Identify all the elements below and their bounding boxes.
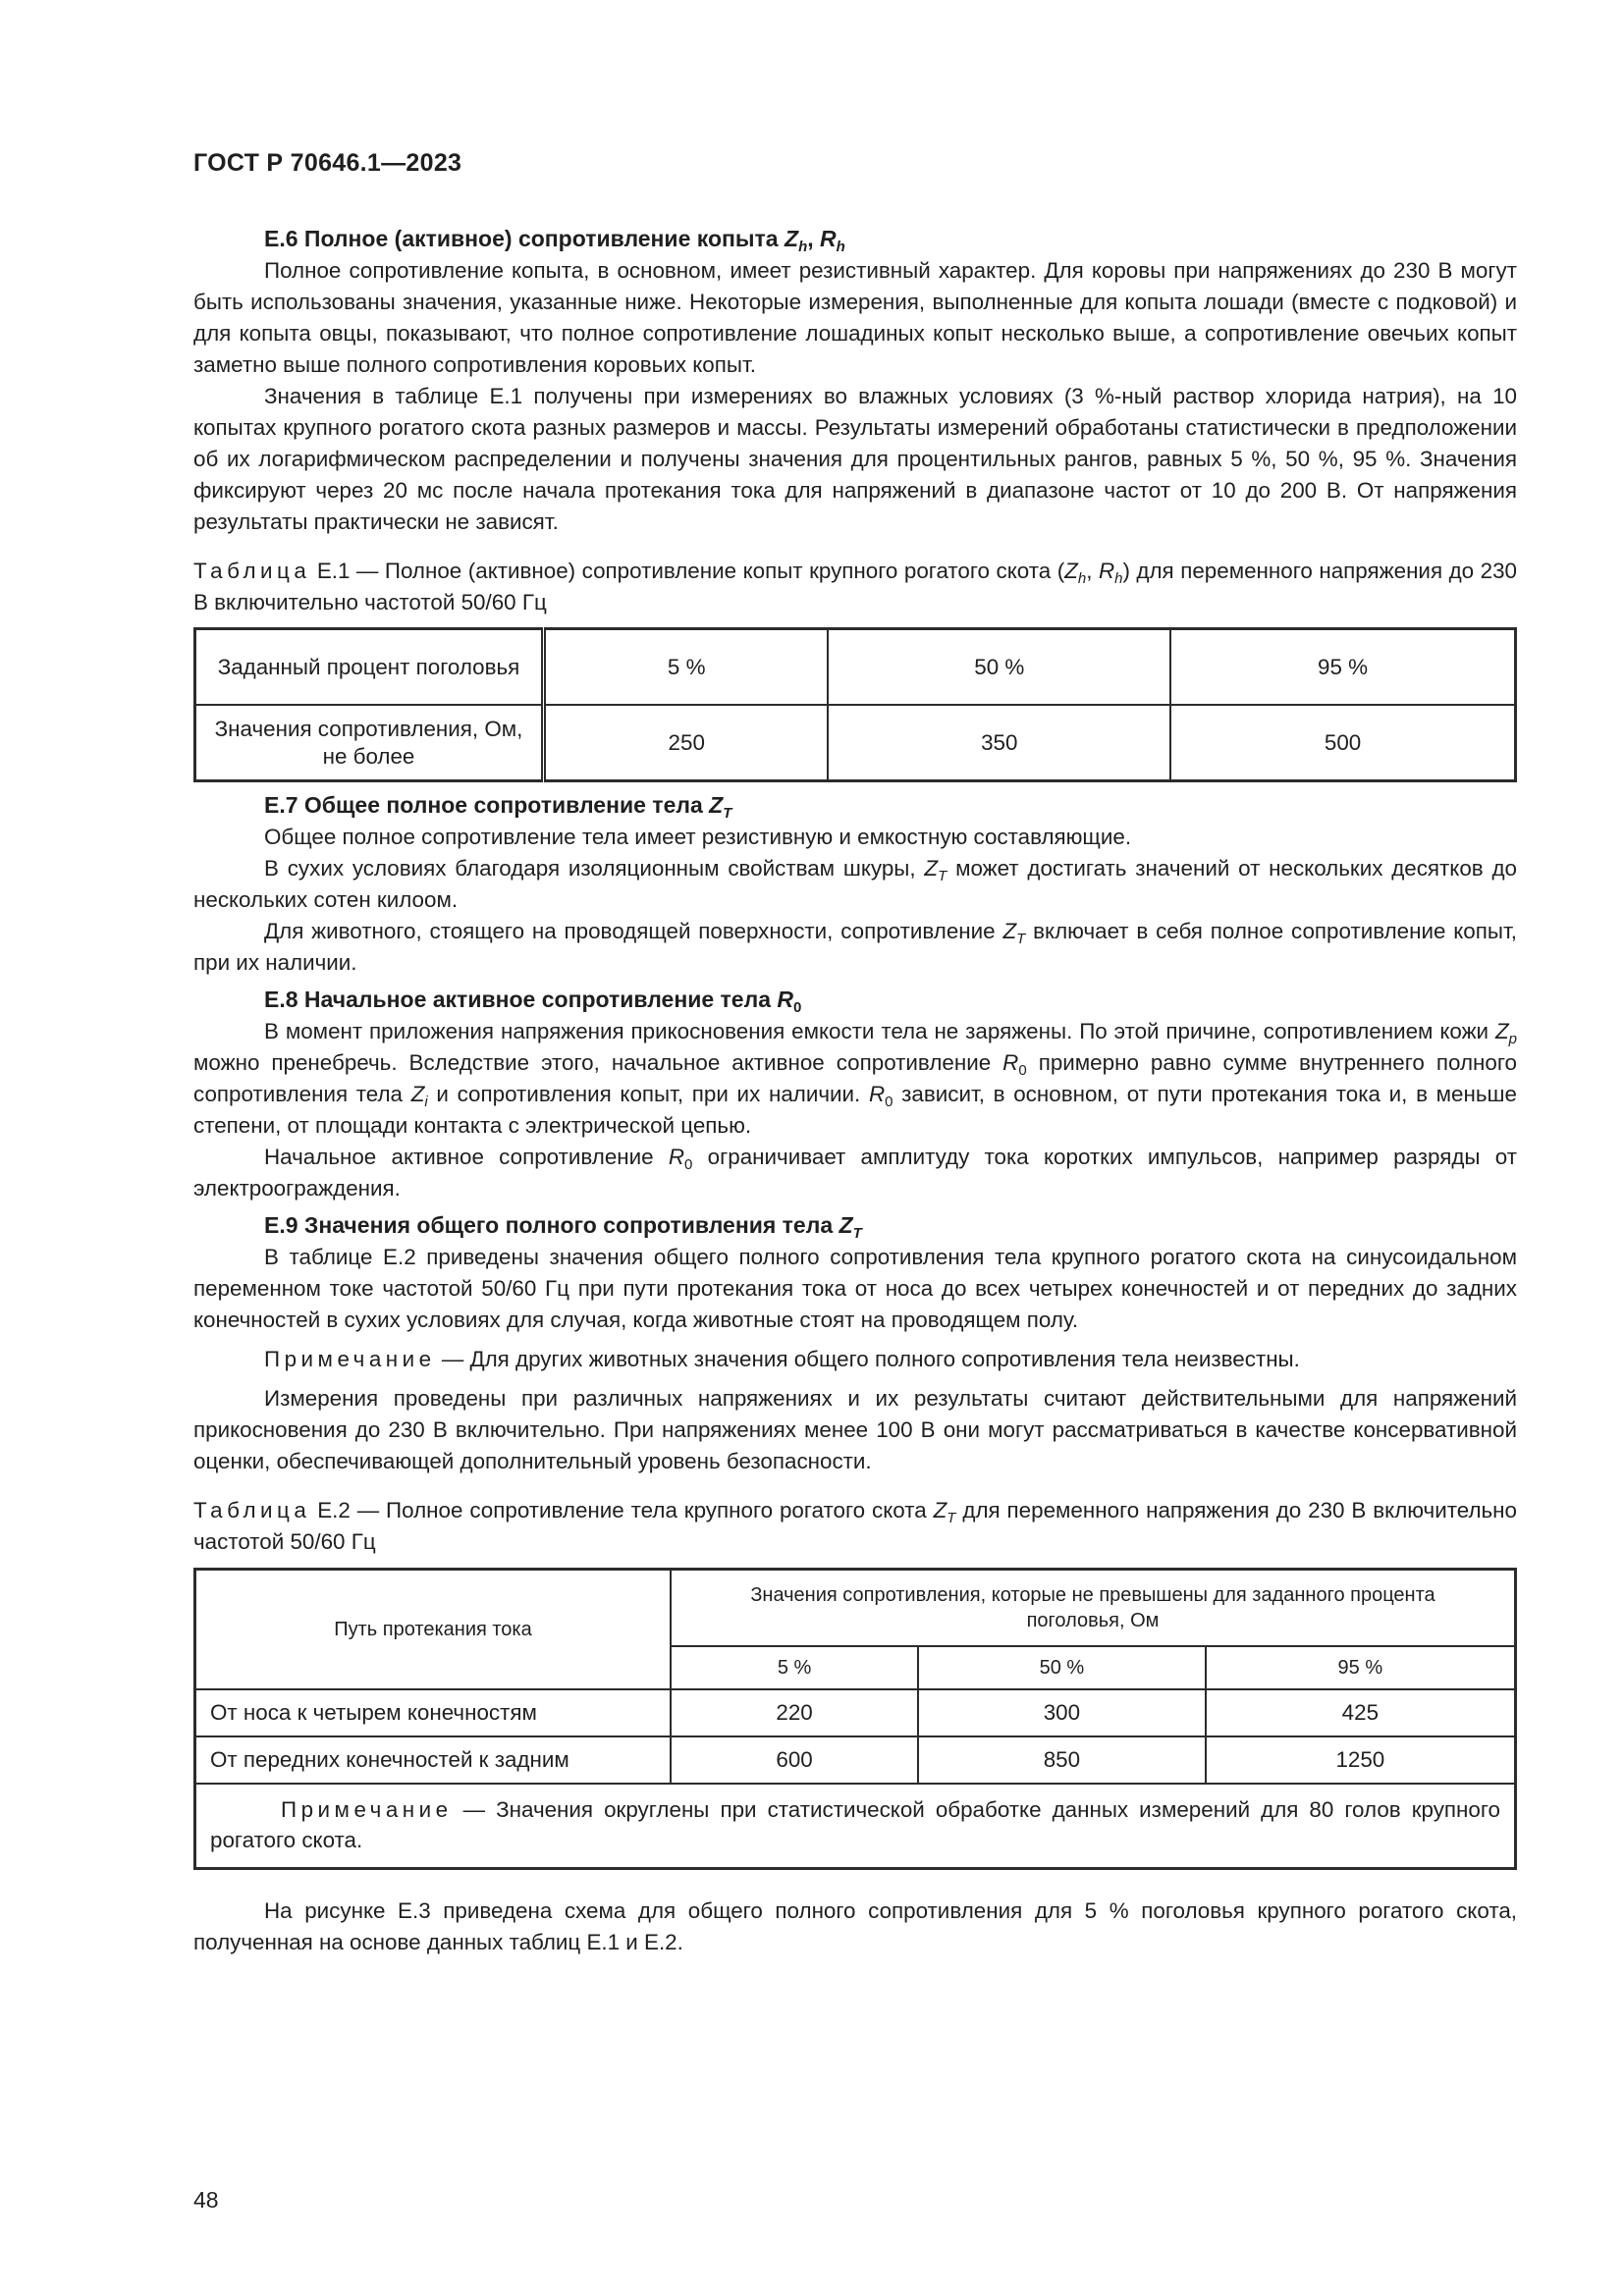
table1-cell: 50 % xyxy=(828,629,1170,706)
section-e7-paragraph-2: В сухих условиях благодаря изоляционным свойствам шкуры, $Z_T$ может достигать значений от нескольких десятков до нескольких сотен килоом. xyxy=(193,856,1517,912)
table2-cell: 600 xyxy=(671,1736,918,1784)
table2-note-row xyxy=(195,1784,1516,1869)
section-e8-heading: Е.8 Начальное активное сопротивление тела $R_0$ xyxy=(264,987,802,1016)
section-e7-paragraph-1: Общее полное сопротивление тела имеет резистивную и емкостную составляющие. xyxy=(264,825,1132,849)
section-e9-paragraph-1: В таблице Е.2 приведены значения общего полного сопротивления тела крупного рогатого скота на синусоидальном переменном токе частотой 50/60 Гц при пути протекания тока от носа до всех четырех конечностей и от передних до задних конечностей в сухих условиях для случая, когда животные стоят на проводящем полу. xyxy=(193,1245,1517,1332)
table2-cell: 850 xyxy=(918,1736,1206,1784)
table2-row xyxy=(195,1736,1516,1784)
page-content xyxy=(193,222,1517,1958)
table2-cell: 220 xyxy=(671,1689,918,1736)
table2-cell: 1250 xyxy=(1206,1736,1516,1784)
document-header: ГОСТ Р 70646.1—2023 xyxy=(193,149,462,177)
table2-cell: 425 xyxy=(1206,1689,1516,1736)
table2-row xyxy=(195,1689,1516,1736)
section-e6-heading: Е.6 Полное (активное) сопротивление копыта $Z_h$, $R_h$ xyxy=(264,226,845,255)
table2-subheader: 50 % xyxy=(918,1646,1206,1689)
table1-caption: Таблица Е.1 — Полное (активное) сопротивление копыт крупного рогатого скота ($Z_h$, $R_h$) для переменного напряжения до 230 В включительно частотой 50/60 Гц xyxy=(193,559,1517,614)
table1-cell: Значения сопротивления, Ом, не более xyxy=(195,705,544,781)
table1-row xyxy=(195,705,1516,781)
section-e6-paragraph-2: Значения в таблице Е.1 получены при измерениях во влажных условиях (3 %-ный раствор хлорида натрия), на 10 копытах крупного рогатого скота разных размеров и массы. Результаты измерений обработаны статистически в предположении об их логарифмическом распределении и получены значения для процентильных рангов, равных 5 %, 50 %, 95 %. Значения фиксируют через 20 мс после начала протекания тока для напряжений в диапазоне частот от 10 до 200 В. От напряжения результаты практически не зависят. xyxy=(193,384,1517,534)
table1-cell: 350 xyxy=(828,705,1170,781)
section-e9-heading: Е.9 Значения общего полного сопротивления тела $Z_T$ xyxy=(264,1212,862,1242)
table2-header-row xyxy=(195,1570,1516,1647)
table1-cell: 250 xyxy=(544,705,829,781)
table2-cell: От передних конечностей к задним xyxy=(195,1736,672,1784)
page-number: 48 xyxy=(193,2187,219,2213)
table2-cell: 300 xyxy=(918,1689,1206,1736)
table2-header-values: Значения сопротивления, которые не превышены для заданного процента поголовья, Ом xyxy=(671,1570,1516,1647)
section-e7-paragraph-3: Для животного, стоящего на проводящей поверхности, сопротивление $Z_T$ включает в себя полное сопротивление копыт, при их наличии. xyxy=(193,919,1517,975)
section-e8-paragraph-1: В момент приложения напряжения прикосновения емкости тела не заряжены. По этой причине, сопротивлением кожи $Z_p$ можно пренебречь. Вследствие этого, начальное активное сопротивление $R_0$ примерно равно сумме внутреннего полного сопротивления тела $Z_i$ и сопротивления копыт, при их наличии. $R_0$ зависит, в основном, от пути протекания тока и, в меньше степени, от площади контакта с электрической цепью. xyxy=(193,1019,1517,1138)
section-e7-heading: Е.7 Общее полное сопротивление тела $Z_T$ xyxy=(264,792,732,822)
table1-cell: 500 xyxy=(1170,705,1515,781)
table1-cell: 95 % xyxy=(1170,629,1515,706)
section-e8-paragraph-2: Начальное активное сопротивление $R_0$ ограничивает амплитуду тока коротких импульсов, например разряды от электроограждения. xyxy=(193,1145,1517,1201)
table2-subheader: 5 % xyxy=(671,1646,918,1689)
table1 xyxy=(193,627,1517,782)
section-e6-paragraph-1: Полное сопротивление копыта, в основном, имеет резистивный характер. Для коровы при напряжениях до 230 В могут быть использованы значения, указанные ниже. Некоторые измерения, выполненные для копыта лошади (вместе с подковой) и для копыта овцы, показывают, что полное сопротивление лошадиных копыт несколько выше, а сопротивление овечьих копыт заметно выше полного сопротивления коровьих копыт. xyxy=(193,258,1517,377)
table2-subheader: 95 % xyxy=(1206,1646,1516,1689)
table2 xyxy=(193,1568,1517,1870)
table2-note: Примечание — Значения округлены при статистической обработке данных измерений для 80 голов крупного рогатого скота. xyxy=(195,1784,1516,1869)
closing-paragraph: На рисунке Е.3 приведена схема для общего полного сопротивления для 5 % поголовья крупного рогатого скота, полученная на основе данных таблиц Е.1 и Е.2. xyxy=(193,1898,1517,1954)
table1-row xyxy=(195,629,1516,706)
section-e9-note: Примечание — Для других животных значения общего полного сопротивления тела неизвестны. xyxy=(264,1347,1300,1371)
table2-caption: Таблица Е.2 — Полное сопротивление тела крупного рогатого скота $Z_T$ для переменного напряжения до 230 В включительно частотой 50/60 Гц xyxy=(193,1498,1517,1554)
table2-header-path: Путь протекания тока xyxy=(195,1570,672,1690)
table2-cell: От носа к четырем конечностям xyxy=(195,1689,672,1736)
table1-cell: 5 % xyxy=(544,629,829,706)
section-e9-paragraph-2: Измерения проведены при различных напряжениях и их результаты считают действительными для напряжений прикосновения до 230 В включительно. При напряжениях менее 100 В они могут рассматриваться в качестве консервативной оценки, обеспечивающей дополнительный уровень безопасности. xyxy=(193,1386,1517,1473)
table1-cell: Заданный процент поголовья xyxy=(195,629,544,706)
